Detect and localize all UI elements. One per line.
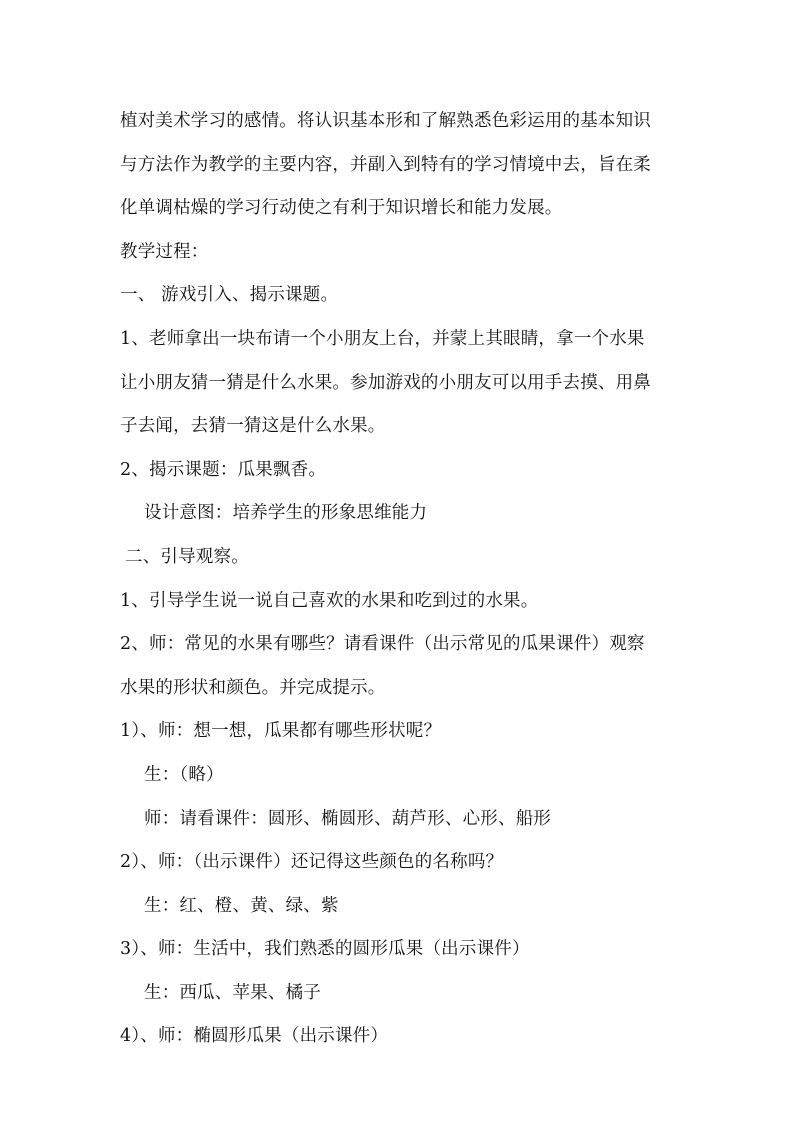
section-heading-teaching-process: 教学过程： bbox=[120, 241, 209, 262]
section-heading-two: 二、引导观察。 bbox=[125, 546, 249, 567]
text-line-9: 2、揭示课题：瓜果飘香。 bbox=[120, 459, 327, 480]
text-line-22: 4）、师：椭圆形瓜果（出示课件） bbox=[120, 1026, 389, 1047]
text-line-13: 2、师：常见的水果有哪些？请看课件（出示常见的瓜果课件）观察 bbox=[120, 634, 645, 655]
text-line-20: 3）、师：生活中，我们熟悉的圆形瓜果（出示课件） bbox=[120, 939, 530, 960]
document-body bbox=[120, 100, 680, 1059]
text-line-16: 生：（略） bbox=[144, 764, 224, 785]
text-line-7: 让小朋友猜一猜是什么水果。参加游戏的小朋友可以用手去摸、用鼻 bbox=[120, 372, 651, 393]
text-line-8: 子去闻，去猜一猜这是什么水果。 bbox=[120, 416, 386, 437]
text-line-14: 水果的形状和颜色。并完成提示。 bbox=[120, 677, 386, 698]
text-line-15: 1）、师：想一想，瓜果都有哪些形状呢？ bbox=[120, 721, 442, 742]
text-line-18: 2）、师：（出示课件）还记得这些颜色的名称吗？ bbox=[120, 852, 504, 873]
design-intent-line: 设计意图：培养学生的形象思维能力 bbox=[144, 503, 428, 524]
text-line-19: 生：红、橙、黄、绿、紫 bbox=[144, 895, 339, 916]
text-line-3: 化单调枯燥的学习行动使之有利于知识增长和能力发展。 bbox=[120, 198, 563, 219]
text-line-21: 生：西瓜、苹果、橘子 bbox=[144, 982, 321, 1003]
text-line-12: 1、引导学生说一说自己喜欢的水果和吃到过的水果。 bbox=[120, 590, 539, 611]
text-line-1: 植对美术学习的感情。将认识基本形和了解熟悉色彩运用的基本知识 bbox=[120, 111, 651, 131]
text-line-6: 1、老师拿出一块布请一个小朋友上台，并蒙上其眼睛，拿一个水果 bbox=[120, 328, 645, 349]
text-line-17: 师：请看课件：圆形、椭圆形、葫芦形、心形、船形 bbox=[144, 808, 552, 829]
text-line-2: 与方法作为教学的主要内容，并副入到特有的学习情境中去，旨在柔 bbox=[120, 154, 651, 175]
section-heading-one: 一、 游戏引入、揭示课题。 bbox=[120, 285, 339, 306]
